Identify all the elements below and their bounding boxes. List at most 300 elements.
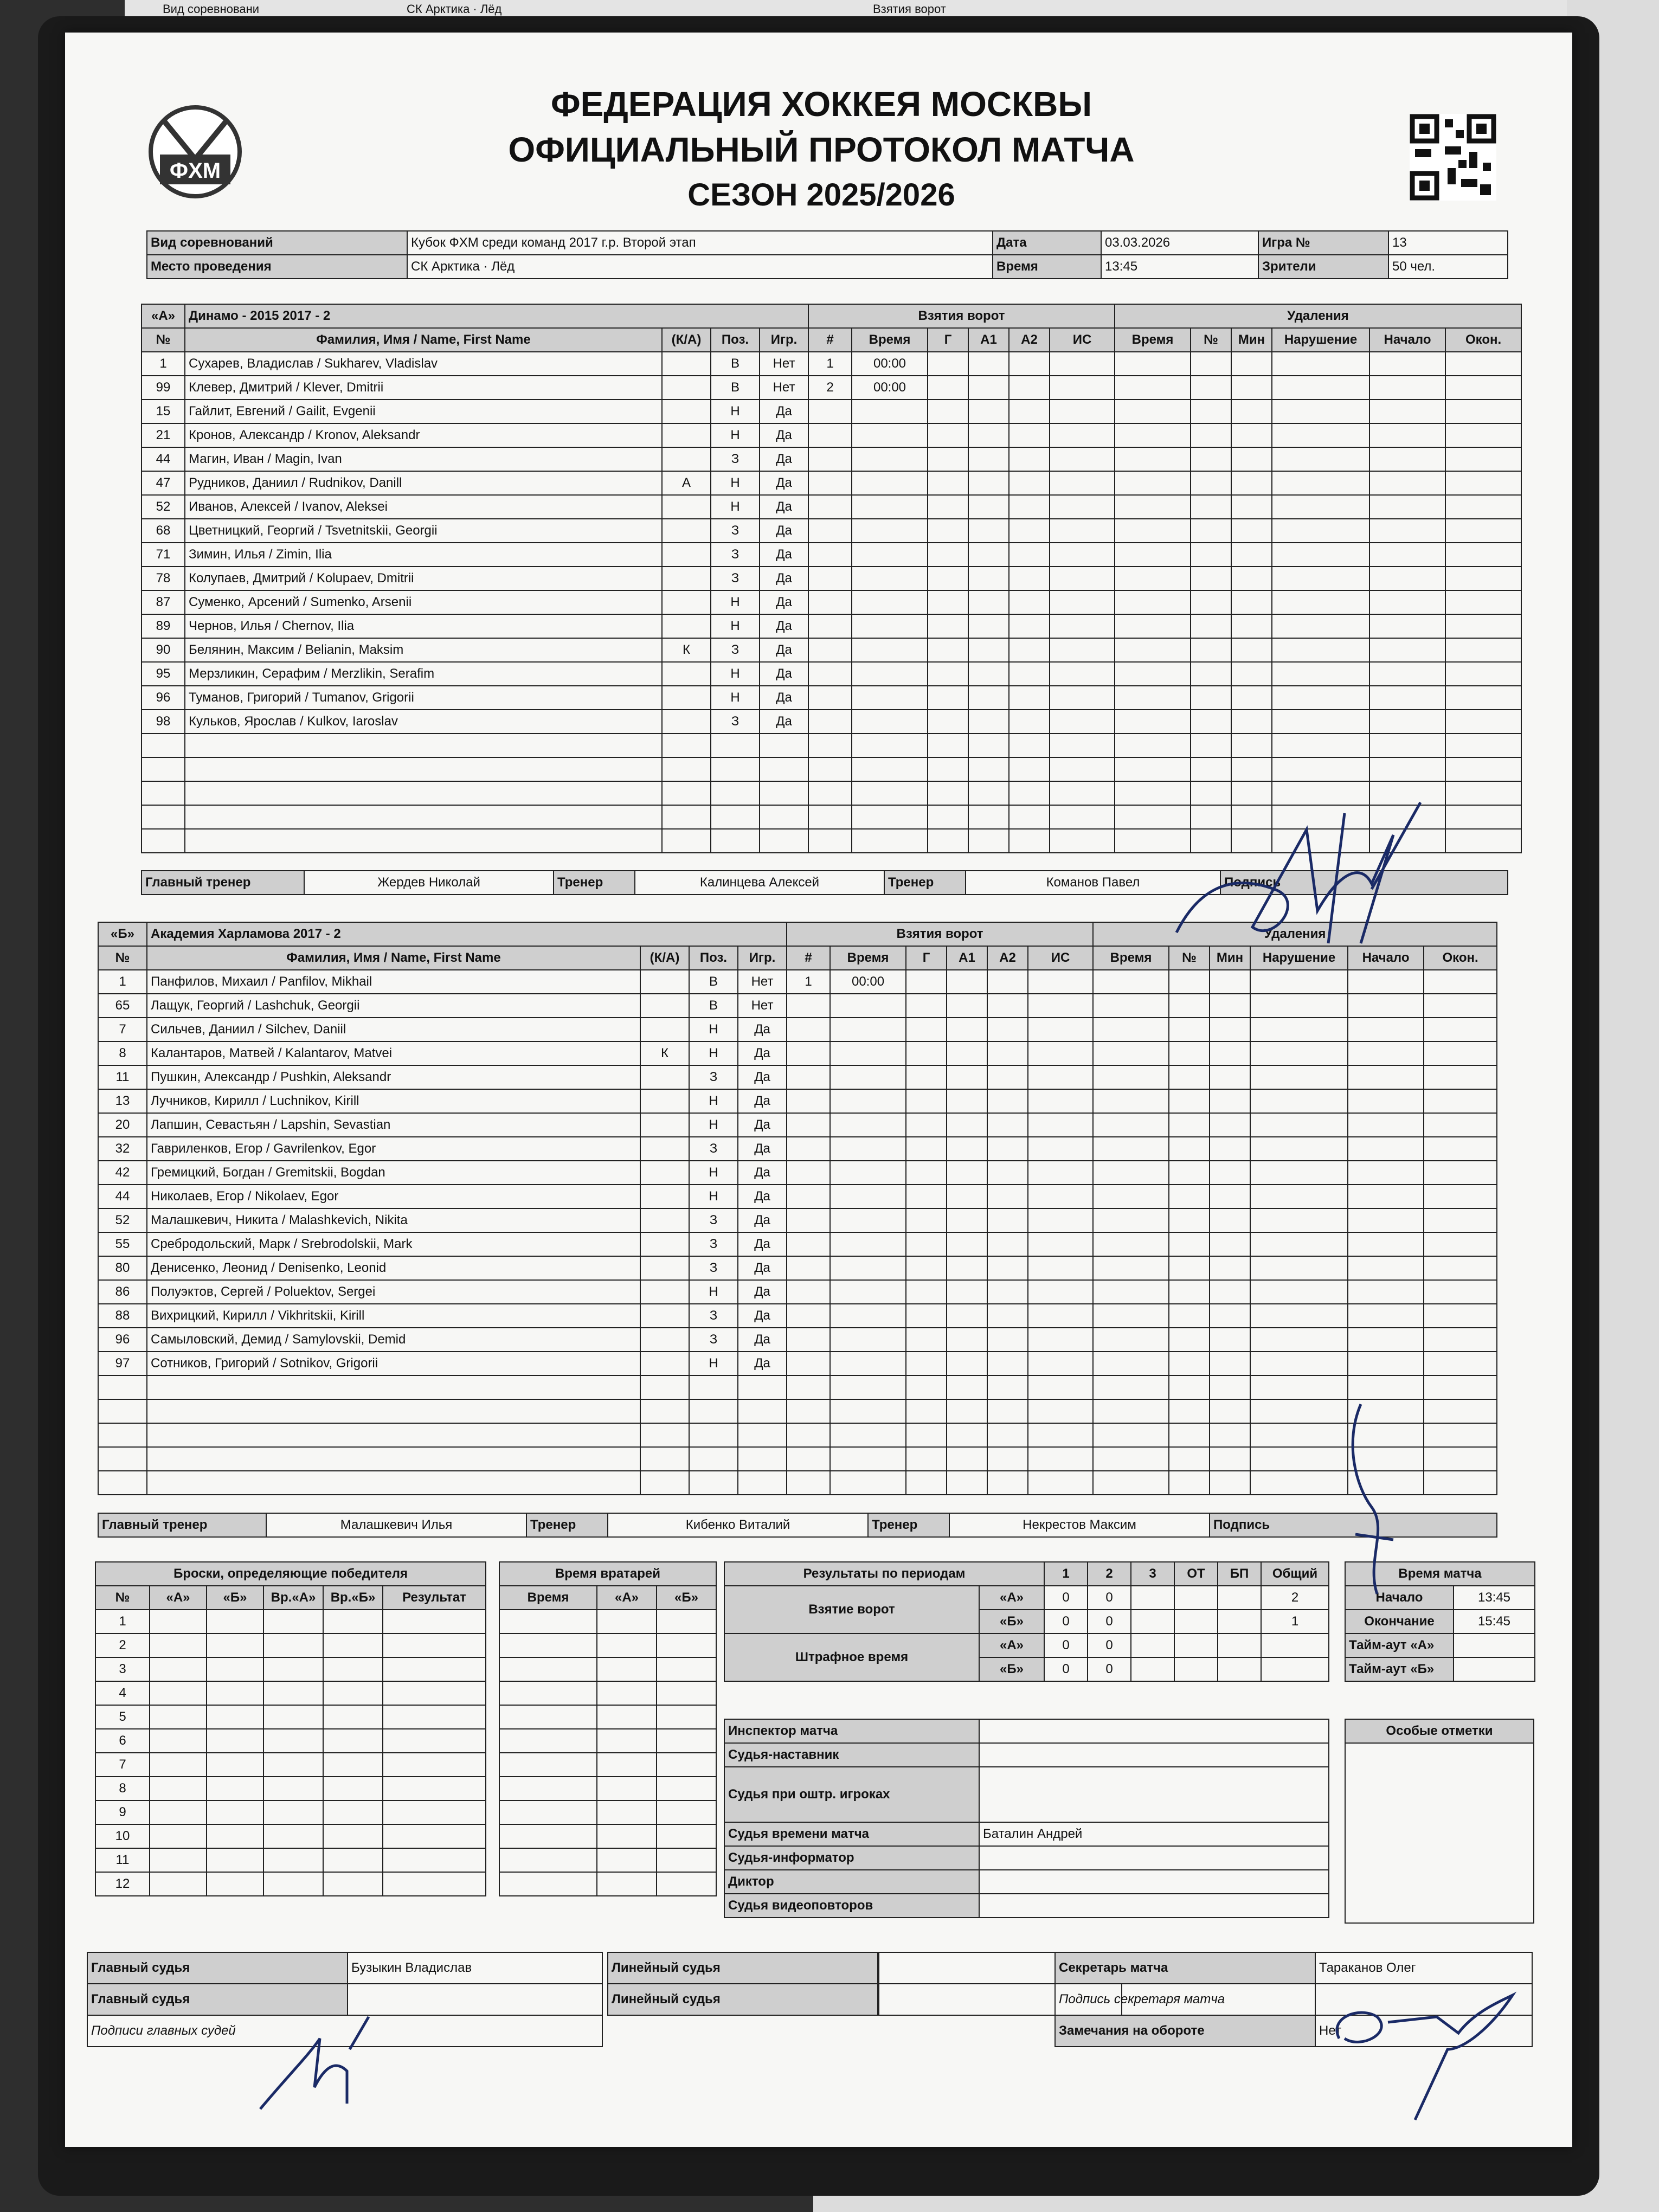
pim-b-ot <box>1174 1657 1218 1681</box>
goal-scorer <box>928 519 968 543</box>
player-played <box>738 1471 787 1495</box>
player-name: Калантаров, Матвей / Kalantarov, Matvei <box>147 1041 640 1065</box>
player-captaincy <box>662 757 711 781</box>
penalty-start <box>1348 1280 1424 1304</box>
match-end-label: Окончание <box>1345 1610 1454 1634</box>
player-number <box>98 1399 147 1423</box>
col-pen-time: Время <box>1115 328 1191 352</box>
penalty-violation <box>1272 614 1369 638</box>
goal-assist1 <box>968 471 1009 495</box>
player-captaincy <box>640 994 689 1018</box>
goal-situation <box>1028 1328 1093 1352</box>
shootout-cell <box>207 1777 263 1801</box>
goal-assist1 <box>947 1328 987 1352</box>
goal-scorer <box>906 1065 947 1089</box>
penalty-violation <box>1250 994 1348 1018</box>
goal-scorer <box>928 423 968 447</box>
player-name: Вихрицкий, Кирилл / Vikhritskii, Kirill <box>147 1304 640 1328</box>
goal-time <box>830 1304 906 1328</box>
goal-time <box>830 1352 906 1375</box>
shootout-cell <box>383 1681 486 1705</box>
player-position: Н <box>689 1280 738 1304</box>
goalie-cell <box>499 1824 597 1848</box>
team-a-roster <box>141 304 1522 853</box>
player-captaincy <box>640 1137 689 1161</box>
goal-scorer <box>906 1208 947 1232</box>
col-assist1: А1 <box>947 946 987 970</box>
goal-situation <box>1028 1137 1093 1161</box>
player-number: 7 <box>98 1018 147 1041</box>
player-played: Да <box>760 638 808 662</box>
shootout-col-time-b: Вр.«Б» <box>323 1586 383 1610</box>
secretary-signature-scribble <box>1328 1963 1523 2125</box>
pim-b-so <box>1218 1657 1261 1681</box>
col-ka: (К/А) <box>662 328 711 352</box>
team-b-row <box>98 1185 1497 1208</box>
penalty-violation <box>1272 590 1369 614</box>
player-captaincy <box>662 567 711 590</box>
player-position: Н <box>689 1018 738 1041</box>
shootout-cell <box>323 1681 383 1705</box>
shootout-row <box>95 1610 486 1634</box>
col-pen-end: Окон. <box>1424 946 1497 970</box>
player-number: 99 <box>142 376 185 400</box>
goalie-cell <box>597 1777 657 1801</box>
goalie-cell <box>597 1848 657 1872</box>
bg-goals-title: Взятия ворот <box>873 2 946 16</box>
penalty-violation <box>1272 423 1369 447</box>
penalty-end <box>1445 567 1521 590</box>
team-b-signature-label: Подпись <box>1210 1513 1497 1537</box>
penalty-player <box>1191 590 1231 614</box>
goal-assist1 <box>947 1447 987 1471</box>
player-position <box>689 1375 738 1399</box>
goal-assist1 <box>947 1065 987 1089</box>
goal-number <box>787 1089 830 1113</box>
team-a-row <box>142 447 1521 471</box>
goals-b-label: «Б» <box>979 1610 1044 1634</box>
penalty-start <box>1348 1208 1424 1232</box>
player-number <box>142 829 185 853</box>
shootout-cell <box>150 1634 207 1657</box>
player-captaincy <box>662 805 711 829</box>
goal-assist1 <box>968 686 1009 710</box>
goals-a-ot <box>1174 1586 1218 1610</box>
player-captaincy <box>640 1113 689 1137</box>
shootout-cell <box>150 1610 207 1634</box>
player-number: 98 <box>142 710 185 734</box>
penalty-time <box>1115 495 1191 519</box>
player-captaincy <box>662 614 711 638</box>
goalie-row <box>499 1753 716 1777</box>
goal-situation <box>1050 638 1115 662</box>
goal-assist1 <box>968 376 1009 400</box>
goal-assist1 <box>968 734 1009 757</box>
shootout-row <box>95 1634 486 1657</box>
team-b-row <box>98 1447 1497 1471</box>
player-captaincy: К <box>662 638 711 662</box>
player-name: Рудников, Даниил / Rudnikov, Danill <box>185 471 662 495</box>
player-captaincy <box>662 400 711 423</box>
goalie-cell <box>499 1848 597 1872</box>
player-name: Гавриленков, Егор / Gavrilenkov, Egor <box>147 1137 640 1161</box>
goals-b-so <box>1218 1610 1261 1634</box>
player-name: Панфилов, Михаил / Panfilov, Mikhail <box>147 970 640 994</box>
shootout-cell <box>263 1848 323 1872</box>
player-name: Сильчев, Даниил / Silchev, Daniil <box>147 1018 640 1041</box>
goal-assist1 <box>947 1208 987 1232</box>
video-judge-value <box>979 1894 1329 1918</box>
penalty-end <box>1424 970 1497 994</box>
penalty-minutes <box>1210 1471 1250 1495</box>
team-a-row <box>142 376 1521 400</box>
goal-assist2 <box>1009 471 1050 495</box>
pim-a-label: «А» <box>979 1634 1044 1657</box>
competition-label: Вид соревнований <box>147 231 407 255</box>
player-position: В <box>689 970 738 994</box>
penalty-violation <box>1250 970 1348 994</box>
col-pen-start: Начало <box>1348 946 1424 970</box>
penalty-minutes <box>1231 710 1272 734</box>
penalty-violation <box>1250 1041 1348 1065</box>
player-captaincy <box>640 970 689 994</box>
shootout-row <box>95 1681 486 1705</box>
player-position: Н <box>711 423 760 447</box>
team-b-signature-scribble <box>1323 1399 1410 1605</box>
goal-scorer <box>906 1018 947 1041</box>
goal-number <box>787 1447 830 1471</box>
penalty-end <box>1424 1232 1497 1256</box>
penalty-start <box>1348 1137 1424 1161</box>
col-pen-min: Мин <box>1210 946 1250 970</box>
goal-assist2 <box>1009 757 1050 781</box>
goal-time <box>830 1113 906 1137</box>
goal-number <box>808 781 852 805</box>
penalty-minutes <box>1210 1041 1250 1065</box>
penalty-end <box>1424 1399 1497 1423</box>
goal-scorer <box>906 970 947 994</box>
goal-assist1 <box>947 1471 987 1495</box>
penalty-time <box>1093 1161 1169 1185</box>
goal-assist2 <box>1009 376 1050 400</box>
match-info-table <box>146 230 1508 279</box>
goalie-cell <box>597 1753 657 1777</box>
goal-scorer <box>928 686 968 710</box>
team-a-row <box>142 400 1521 423</box>
goal-situation <box>1050 662 1115 686</box>
player-number: 80 <box>98 1256 147 1280</box>
goals-a-p1: 0 <box>1044 1586 1088 1610</box>
goal-assist2 <box>987 1447 1028 1471</box>
penalty-player <box>1191 447 1231 471</box>
penalty-violation <box>1250 1304 1348 1328</box>
penalty-player <box>1169 1161 1210 1185</box>
goal-assist2 <box>987 1423 1028 1447</box>
team-b-roster <box>98 922 1497 1495</box>
penalty-end <box>1424 1352 1497 1375</box>
player-played: Да <box>738 1161 787 1185</box>
shootout-cell <box>263 1657 323 1681</box>
penalty-player <box>1169 1256 1210 1280</box>
penalty-violation <box>1272 734 1369 757</box>
penalty-start <box>1348 1113 1424 1137</box>
team-a-head-coach: Жердев Николай <box>304 871 554 895</box>
player-captaincy <box>640 1161 689 1185</box>
penalty-player <box>1169 1089 1210 1113</box>
penalty-time <box>1093 970 1169 994</box>
team-b-row <box>98 1041 1497 1065</box>
col-played: Игр. <box>738 946 787 970</box>
goal-scorer <box>906 1447 947 1471</box>
period-results-title: Результаты по периодам <box>724 1562 1044 1586</box>
timeout-b-label: Тайм-аут «Б» <box>1345 1657 1454 1681</box>
team-a-column-headers <box>142 328 1521 352</box>
player-number: 44 <box>142 447 185 471</box>
player-position: В <box>689 994 738 1018</box>
goal-time <box>852 686 928 710</box>
shootout-num: 10 <box>95 1824 150 1848</box>
shootout-cell <box>207 1801 263 1824</box>
player-played <box>738 1447 787 1471</box>
player-position: Н <box>711 495 760 519</box>
penalty-time <box>1093 1280 1169 1304</box>
goals-a-so <box>1218 1586 1261 1610</box>
goal-time <box>830 1447 906 1471</box>
timekeeper-value: Баталин Андрей <box>979 1822 1329 1846</box>
team-b-row <box>98 1399 1497 1423</box>
time-value: 13:45 <box>1101 255 1258 279</box>
goalie-row <box>499 1824 716 1848</box>
player-number <box>142 757 185 781</box>
penalty-end <box>1445 519 1521 543</box>
penalty-time <box>1115 757 1191 781</box>
penalty-player <box>1169 970 1210 994</box>
goalie-cell <box>597 1610 657 1634</box>
fhm-logo-icon <box>146 103 244 201</box>
player-position <box>711 805 760 829</box>
penalty-end <box>1424 1161 1497 1185</box>
player-played: Да <box>760 543 808 567</box>
goal-number <box>787 1185 830 1208</box>
goals-a-p2: 0 <box>1088 1586 1131 1610</box>
goal-assist2 <box>987 1161 1028 1185</box>
goal-number <box>787 1018 830 1041</box>
goalie-cell <box>657 1753 716 1777</box>
goal-assist2 <box>987 1065 1028 1089</box>
informer-label: Судья-информатор <box>724 1846 979 1870</box>
announcer-value <box>979 1870 1329 1894</box>
shootout-cell <box>263 1705 323 1729</box>
penalty-violation <box>1250 1375 1348 1399</box>
player-captaincy <box>640 1352 689 1375</box>
team-a-row <box>142 757 1521 781</box>
player-name: Лучников, Кирилл / Luchnikov, Kirill <box>147 1089 640 1113</box>
player-number: 97 <box>98 1352 147 1375</box>
team-b-row <box>98 1137 1497 1161</box>
goal-number <box>808 447 852 471</box>
goalie-row <box>499 1848 716 1872</box>
goal-time <box>852 734 928 757</box>
period-col-1: 1 <box>1044 1562 1088 1586</box>
player-number: 32 <box>98 1137 147 1161</box>
mentor-label: Судья-наставник <box>724 1743 979 1767</box>
period-col-ot: ОТ <box>1174 1562 1218 1586</box>
goal-assist2 <box>1009 829 1050 853</box>
penalty-minutes <box>1210 1447 1250 1471</box>
goal-situation <box>1028 1280 1093 1304</box>
penalty-minutes <box>1210 1185 1250 1208</box>
shootout-num: 12 <box>95 1872 150 1896</box>
goal-number <box>787 1375 830 1399</box>
goal-assist1 <box>968 447 1009 471</box>
penalty-time <box>1115 734 1191 757</box>
goal-situation <box>1028 1375 1093 1399</box>
penalty-violation <box>1272 757 1369 781</box>
team-b-row <box>98 1328 1497 1352</box>
goal-scorer <box>906 1304 947 1328</box>
penalty-minutes <box>1231 471 1272 495</box>
goal-time <box>830 1161 906 1185</box>
goals-b-total: 1 <box>1261 1610 1329 1634</box>
shootout-cell <box>323 1848 383 1872</box>
goal-number <box>787 1352 830 1375</box>
penalty-box-value <box>979 1767 1329 1822</box>
inspector-value <box>979 1719 1329 1743</box>
goal-time <box>852 638 928 662</box>
goal-assist2 <box>987 1089 1028 1113</box>
goal-time <box>852 710 928 734</box>
timeout-a-label: Тайм-аут «А» <box>1345 1634 1454 1657</box>
goal-situation <box>1028 970 1093 994</box>
period-results-table <box>724 1561 1329 1682</box>
penalty-end <box>1445 352 1521 376</box>
shootout-cell <box>207 1610 263 1634</box>
goal-scorer <box>928 781 968 805</box>
goalie-cell <box>657 1872 716 1896</box>
shootout-num: 3 <box>95 1657 150 1681</box>
goal-situation <box>1050 543 1115 567</box>
shootout-cell <box>383 1777 486 1801</box>
shootout-cell <box>323 1657 383 1681</box>
shootout-cell <box>383 1872 486 1896</box>
goals-b-p2: 0 <box>1088 1610 1131 1634</box>
player-number: 15 <box>142 400 185 423</box>
shootout-cell <box>263 1777 323 1801</box>
team-b-head-coach: Малашкевич Илья <box>266 1513 526 1537</box>
player-played: Да <box>760 662 808 686</box>
penalty-violation <box>1272 638 1369 662</box>
shootout-cell <box>207 1705 263 1729</box>
penalty-start <box>1348 1065 1424 1089</box>
player-name <box>147 1471 640 1495</box>
goal-scorer <box>928 495 968 519</box>
penalty-player <box>1191 376 1231 400</box>
goal-situation <box>1050 376 1115 400</box>
goals-row-label: Взятие ворот <box>724 1586 979 1634</box>
penalty-time <box>1093 1232 1169 1256</box>
penalty-player <box>1169 1375 1210 1399</box>
penalty-end <box>1424 1065 1497 1089</box>
player-number: 47 <box>142 471 185 495</box>
match-time-title: Время матча <box>1345 1562 1535 1586</box>
penalty-start <box>1369 757 1445 781</box>
goal-number <box>787 1399 830 1423</box>
penalty-start <box>1348 1352 1424 1375</box>
team-a-row <box>142 495 1521 519</box>
goal-number <box>787 1471 830 1495</box>
goal-assist2 <box>1009 590 1050 614</box>
penalty-player <box>1169 1352 1210 1375</box>
goal-number <box>787 994 830 1018</box>
goal-assist1 <box>947 1018 987 1041</box>
player-number <box>98 1375 147 1399</box>
player-number: 13 <box>98 1089 147 1113</box>
shootout-cell <box>207 1681 263 1705</box>
penalty-end <box>1424 1304 1497 1328</box>
col-pen-num: № <box>1191 328 1231 352</box>
player-position <box>689 1471 738 1495</box>
col-pen-num: № <box>1169 946 1210 970</box>
goalie-cell <box>499 1777 597 1801</box>
player-name: Полуэктов, Сергей / Poluektov, Sergei <box>147 1280 640 1304</box>
goal-scorer <box>928 710 968 734</box>
goal-assist1 <box>947 1041 987 1065</box>
shootout-cell <box>150 1753 207 1777</box>
goal-situation <box>1028 1018 1093 1041</box>
player-captaincy <box>640 1375 689 1399</box>
goal-number <box>787 1065 830 1089</box>
col-goal-num: # <box>808 328 852 352</box>
penalty-time <box>1093 1065 1169 1089</box>
player-name <box>147 1423 640 1447</box>
goal-time: 00:00 <box>852 352 928 376</box>
player-name: Денисенко, Леонид / Denisenko, Leonid <box>147 1256 640 1280</box>
shootout-cell <box>383 1610 486 1634</box>
player-name: Цветницкий, Георгий / Tsvetnitskii, Georgii <box>185 519 662 543</box>
player-captaincy <box>662 686 711 710</box>
goalie-cell <box>597 1729 657 1753</box>
col-pen-start: Начало <box>1369 328 1445 352</box>
player-played: Да <box>738 1137 787 1161</box>
player-name: Николаев, Егор / Nikolaev, Egor <box>147 1185 640 1208</box>
penalty-end <box>1424 1447 1497 1471</box>
goalie-cell <box>657 1848 716 1872</box>
goal-assist2 <box>987 1137 1028 1161</box>
penalty-start <box>1348 1018 1424 1041</box>
inspector-label: Инспектор матча <box>724 1719 979 1743</box>
goalie-cell <box>597 1872 657 1896</box>
player-captaincy: А <box>662 471 711 495</box>
penalty-minutes <box>1231 662 1272 686</box>
goal-time <box>830 1185 906 1208</box>
col-goal-situation: ИС <box>1028 946 1093 970</box>
goal-number <box>808 734 852 757</box>
penalty-start <box>1369 590 1445 614</box>
shootout-num: 2 <box>95 1634 150 1657</box>
team-a-row <box>142 662 1521 686</box>
goal-number <box>808 686 852 710</box>
shootout-cell <box>263 1729 323 1753</box>
goal-scorer <box>906 1232 947 1256</box>
player-position: Н <box>689 1185 738 1208</box>
goal-time <box>830 1471 906 1495</box>
video-judge-label: Судья видеоповторов <box>724 1894 979 1918</box>
goal-situation <box>1050 734 1115 757</box>
goal-assist2 <box>987 1018 1028 1041</box>
goal-assist2 <box>1009 519 1050 543</box>
shootout-cell <box>150 1824 207 1848</box>
goal-number <box>787 1280 830 1304</box>
